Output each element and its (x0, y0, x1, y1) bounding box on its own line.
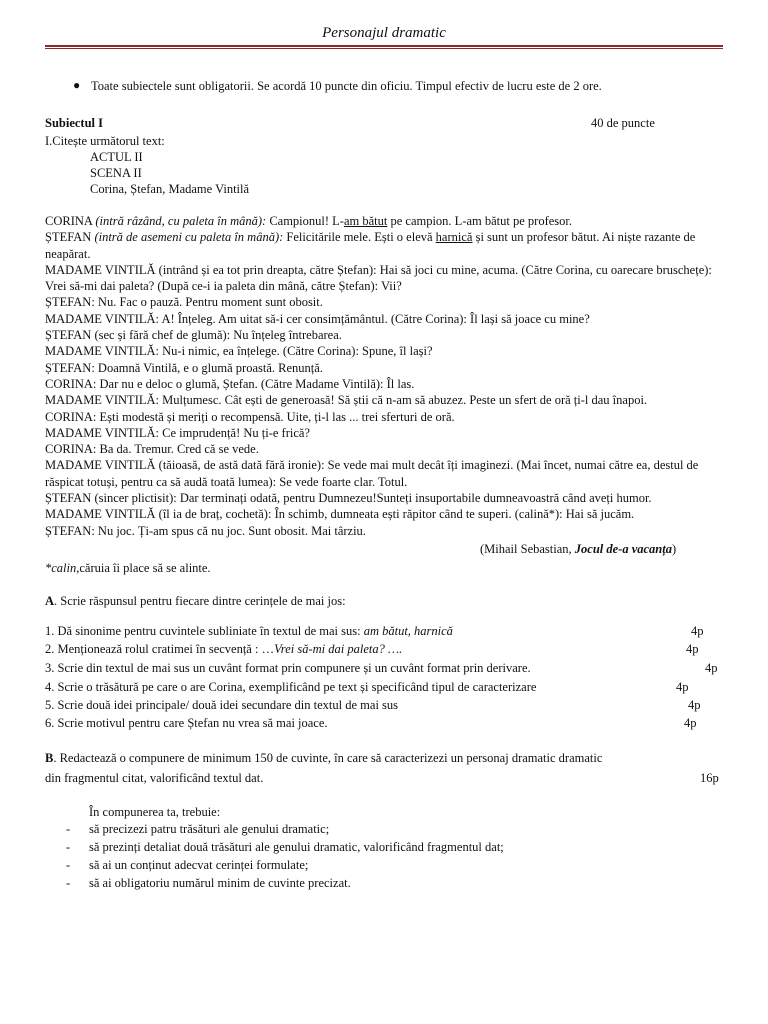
source-citation (480, 541, 676, 557)
header-rule-thin (45, 48, 723, 49)
line-text: Felicitările mele. Ești o elevă (283, 230, 436, 245)
part-b-heading (45, 750, 602, 766)
part-b-text-line2: din fragmentul citat, valorificând textul dat. (45, 771, 264, 785)
dialogue-line (45, 425, 723, 441)
underlined-word: am bătut (343, 214, 388, 228)
dialogue-line (45, 409, 723, 425)
dash-icon: - (66, 858, 71, 872)
stage-direction: (intră de asemeni cu paleta în mână): (94, 230, 284, 245)
dialogue-line (45, 490, 723, 506)
dialogue-line (45, 327, 723, 343)
part-b-item: să ai obligatoriu numărul minim de cuvinte precizat. (89, 876, 351, 890)
line-text: (sec și fără chef de glumă): Nu înțeleg întrebarea. (91, 328, 342, 343)
part-b-item: să ai un conținut adecvat cerinței formulate; (89, 858, 309, 872)
line-text: și sunt un profesor bătut. Ai niște razante de neapărat. (45, 230, 696, 261)
speaker: MADAME VINTILĂ (45, 425, 156, 440)
speaker: ȘTEFAN (45, 230, 92, 245)
line-text: : Ești modestă și meriți o recompensă. Uite, ți-l las ... trei sferturi de oră. (92, 409, 455, 424)
part-b-lead: În compunerea ta, trebuie: (89, 805, 221, 819)
requirement-text: 1. Dă sinonime pentru cuvintele subliniate în textul de mai sus: (45, 624, 364, 638)
source-close: ) (672, 542, 677, 556)
line-text: : Dar nu e deloc o glumă, Ștefan. (Către Madame Vintilă): Îl las. (92, 376, 415, 391)
part-b-item: să prezinți detaliat două trăsături ale genului dramatic, valorificând fragmentul dat; (89, 840, 504, 854)
requirement-text: 4. Scrie o trăsătură pe care o are Corina, exemplificând pe text și specificând tipul de caracterizare (45, 680, 537, 694)
requirement-text: 5. Scrie două idei principale/ două idei secundare din textul de mai sus (45, 698, 399, 712)
line-text: : Mulțumesc. Cât ești de generoasă! Să știi că n-am să abuzez. Peste un sfert de oră ți-l dau înapoi. (155, 393, 648, 408)
footnote-term: *calin (45, 561, 77, 575)
part-b-label: B (45, 751, 54, 765)
line-text: : Nu-i nimic, ea înțelege. (Către Corina): Spune, îl lași? (155, 344, 433, 359)
source-author: (Mihail Sebastian, (480, 542, 575, 556)
dialogue-line (45, 311, 723, 327)
line-text: : Ba da. Tremur. Cred că se vede. (92, 442, 259, 457)
part-b-text: . Redactează o compunere de minimum 150 de cuvinte, în care să caracterizezi un personaj dramatic dramatic (53, 751, 603, 765)
underlined-word: harnică (435, 230, 473, 245)
subject-intro: I.Citește următorul text: (45, 134, 165, 148)
requirement-item (45, 642, 725, 658)
part-b-points: 16p (700, 771, 719, 785)
requirement-points: 4p (691, 624, 704, 638)
requirement-text: 2. Menționează rolul cratimei în secvență : … (45, 642, 275, 656)
act-label: ACTUL II (90, 150, 143, 164)
header-rule (45, 45, 723, 47)
requirement-text: 3. Scrie din textul de mai sus un cuvânt format prin compunere și un cuvânt format prin derivare. (45, 661, 531, 675)
stage-direction: (intră râzând, cu paleta în mână): (95, 214, 267, 228)
dialogue-line (45, 262, 723, 295)
footnote (45, 560, 211, 576)
line-text: : Ce imprudență! Nu ți-e frică? (155, 425, 310, 440)
speaker: CORINA (45, 409, 93, 424)
part-a-text: . Scrie răspunsul pentru fiecare dintre cerințele de mai jos: (54, 594, 346, 608)
requirement-item (45, 716, 725, 732)
line-text: : Nu. Fac o pauză. Pentru moment sunt obosit. (91, 295, 323, 310)
subject-points: 40 de puncte (591, 116, 655, 130)
part-b-item: să precizezi patru trăsături ale genului dramatic; (89, 822, 330, 836)
speaker: CORINA (45, 214, 93, 228)
requirement-text: 6. Scrie motivul pentru care Ștefan nu vrea să mai joace. (45, 716, 328, 730)
part-a-heading (45, 593, 346, 609)
line-text: Campionul! L- (266, 214, 344, 228)
dash-icon: - (66, 840, 71, 854)
bullet-icon: ● (73, 78, 81, 92)
speaker: ȘTEFAN (45, 360, 92, 375)
requirement-item (45, 661, 725, 677)
speaker: ȘTEFAN (45, 328, 92, 343)
dialogue-line (45, 294, 723, 310)
dialogue-line (45, 457, 723, 490)
dialogue-line (45, 441, 723, 457)
instructions: Toate subiectele sunt obligatorii. Se acordă 10 puncte din oficiu. Timpul efectiv de lucru este de 2 ore. (91, 79, 602, 93)
line-text: pe campion. L-am bătut pe profesor. (387, 214, 573, 228)
line-text: (îl ia de braț, cochetă): În schimb, dumneata ești răpitor când te superi. (calină*): Hai să jucăm. (155, 507, 635, 522)
requirement-points: 4p (705, 661, 718, 675)
line-text: : Nu joc. Ți-am spus că nu joc. Sunt obosit. Mai târziu. (91, 523, 366, 538)
speaker: CORINA (45, 376, 93, 391)
requirement-points: 4p (686, 642, 699, 656)
speaker: MADAME VINTILĂ (45, 344, 156, 359)
speaker: MADAME VINTILĂ (45, 311, 156, 326)
requirement-points: 4p (676, 680, 689, 694)
line-text: (tăioasă, de astă dată fără ironie): Se vede mai mult decât îți imaginezi. (Mai încet, numai către ea, destul de răspicat totuși, pentru ca să audă toată lumea): Se vede foarte clar. Totul. (45, 458, 699, 489)
line-text: : A! Înțeleg. Am uitat să-i cer consimțământul. (Către Corina): Îl lași să joace cu mine? (155, 311, 590, 326)
requirement-item (45, 624, 725, 640)
dialogue-line (45, 213, 723, 229)
requirement-emphasis: am bătut, harnică (363, 624, 453, 638)
speaker: MADAME VINTILĂ (45, 507, 156, 522)
speaker: ȘTEFAN (45, 523, 92, 538)
requirement-emphasis: Vrei să-mi dai paleta? …. (274, 642, 403, 656)
requirement-points: 4p (688, 698, 701, 712)
footnote-text: ,căruia îi place să se alinte. (76, 561, 211, 575)
line-text: : Doamnă Vintilă, e o glumă proastă. Renunță. (91, 360, 323, 375)
dash-icon: - (66, 876, 71, 890)
scene-label: SCENA II (90, 166, 142, 180)
dialogue-line (45, 392, 723, 408)
dialogue-line (45, 376, 723, 392)
line-text: (intrând și ea tot prin dreapta, către Ștefan): Hai să joci cu mine, acuma. (Către Corina, cu oarecare bruschețe): Vrei să-mi dai paleta? (După ce-i ia paleta din mână, către Ștefan): Vii? (45, 262, 712, 294)
requirement-item (45, 698, 725, 714)
speaker: CORINA (45, 442, 93, 457)
speaker: ȘTEFAN (45, 491, 92, 506)
dialogue-line (45, 523, 723, 539)
line-text: (sincer plictisit): Dar terminați odată, pentru Dumnezeu!Sunteți insuportabile dumneavoastră când aveți humor. (91, 491, 652, 506)
dash-icon: - (66, 822, 71, 836)
dialogue-block (45, 213, 723, 539)
dialogue-line (45, 360, 723, 376)
requirement-item (45, 680, 725, 696)
requirement-points: 4p (684, 716, 697, 730)
source-title: Jocul de-a vacanța (574, 542, 672, 556)
characters-list: Corina, Ștefan, Madame Vintilă (90, 182, 250, 196)
page-header-title: Personajul dramatic (322, 25, 446, 41)
dialogue-line (45, 506, 723, 522)
speaker: ȘTEFAN (45, 295, 92, 310)
dialogue-line (45, 343, 723, 359)
speaker: MADAME VINTILĂ (45, 458, 156, 473)
part-a-label: A (45, 594, 55, 608)
speaker: MADAME VINTILĂ (45, 262, 156, 277)
subject-title: Subiectul I (45, 116, 104, 130)
dialogue-line (45, 229, 723, 262)
speaker: MADAME VINTILĂ (45, 393, 156, 408)
